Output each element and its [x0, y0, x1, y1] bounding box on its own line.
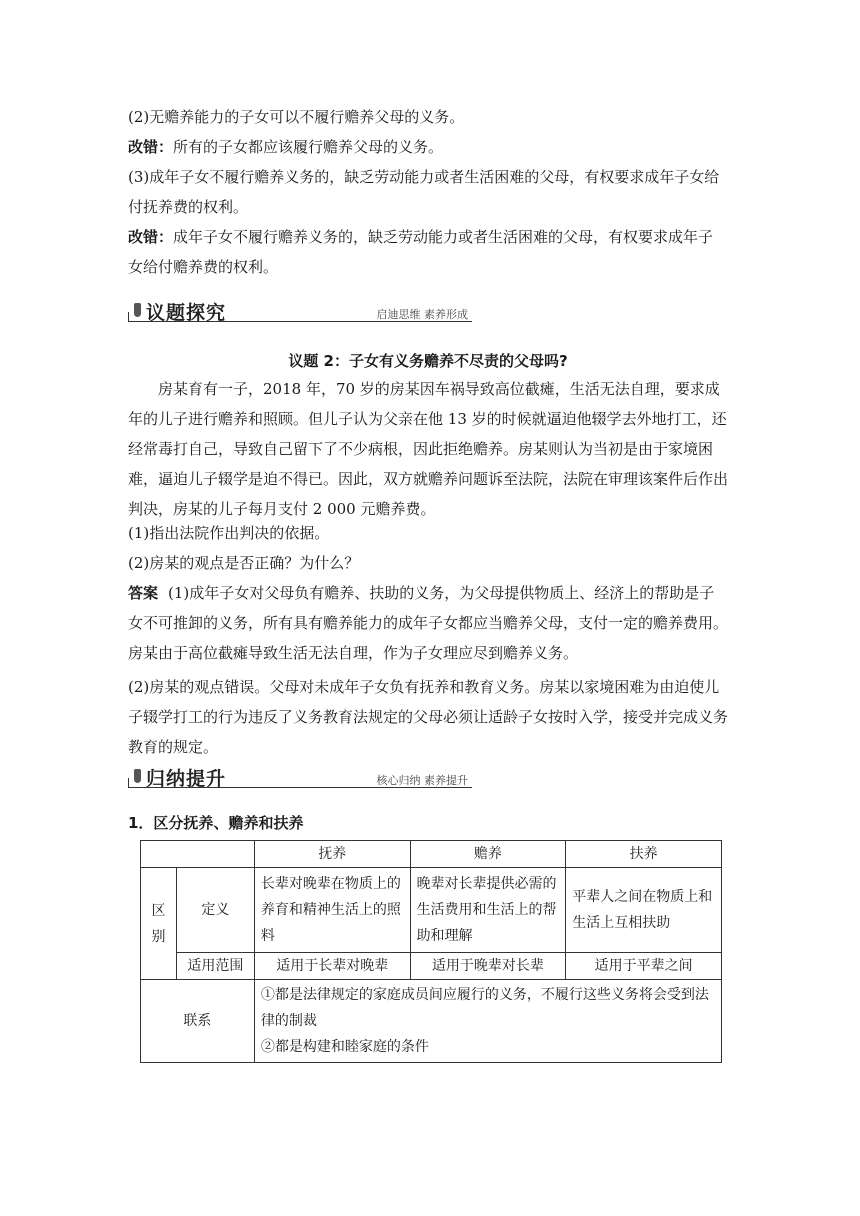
table-row	[141, 868, 722, 953]
correction-fix-2	[128, 132, 728, 162]
link-point-2: ②都是构建和睦家庭的条件	[260, 1039, 429, 1055]
fix-label: 改错：	[128, 228, 174, 246]
link-point-1: ①都是法律规定的家庭成员间应履行的义务，不履行这些义务将会受到法律的制裁	[260, 987, 709, 1029]
section-title: 归纳提升	[146, 768, 227, 790]
table-row	[141, 953, 722, 980]
comparison-table	[140, 840, 722, 1063]
table-header-row	[141, 841, 722, 868]
scope-shanyang: 适用于晚辈对长辈	[410, 953, 566, 980]
header-shanyang: 赡养	[410, 841, 566, 868]
header-fuyang2: 扶养	[566, 841, 722, 868]
scope-fuyang2: 适用于平辈之间	[566, 953, 722, 980]
scope-fuyang: 适用于长辈对晚辈	[254, 953, 410, 980]
fix-label: 改错：	[128, 138, 174, 156]
question-1: (1)指出法院作出判决的依据。	[128, 524, 330, 542]
correction-item-2: (2)无赡养能力的子女可以不履行赡养父母的义务。	[128, 108, 465, 126]
topic-title: 议题 2：子女有义务赡养不尽责的父母吗?	[288, 352, 568, 370]
section-title: 议题探究	[146, 302, 227, 324]
pencil-marker-icon	[134, 303, 141, 317]
def-fuyang2: 平辈人之间在物质上和生活上互相扶助	[566, 868, 722, 953]
header-fuyang: 抚养	[254, 841, 410, 868]
question-2: (2)房某的观点是否正确？为什么？	[128, 554, 360, 572]
section-subtitle: 核心归纳 素养提升	[376, 774, 468, 787]
fix-text: 成年子女不履行赡养义务的，缺乏劳动能力或者生活困难的父母，有权要求成年子女给付赡养费的权利。	[128, 228, 714, 276]
link-cell	[254, 980, 721, 1063]
def-fuyang: 长辈对晚辈在物质上的养育和精神生活上的照料	[254, 868, 410, 953]
section-subtitle: 启迪思维 素养形成	[376, 308, 468, 321]
pencil-marker-icon	[134, 769, 141, 783]
fix-text: 所有的子女都应该履行赡养父母的义务。	[173, 138, 444, 156]
table-corner-cell	[141, 841, 255, 868]
correction-fix-3	[128, 222, 728, 282]
row-label-definition: 定义	[176, 868, 254, 953]
answer-label: 答案	[128, 584, 159, 602]
section-header-summary	[128, 764, 472, 790]
answer-1	[128, 578, 728, 668]
answer-text: (1)成年子女对父母负有赡养、扶助的义务，为父母提供物质上、经济上的帮助是子女不可推卸的义务，所有具有赡养能力的成年子女都应当赡养父母，支付一定的赡养费用。房某由于高位截瘫导致生活无法自理，作为子女理应尽到赡养义务。	[128, 584, 729, 662]
row-group-label: 区别	[141, 868, 177, 980]
row-label-link: 联系	[141, 980, 255, 1063]
row-label-scope: 适用范围	[176, 953, 254, 980]
summary-heading: 1．区分抚养、赡养和扶养	[128, 814, 304, 832]
answer-2: (2)房某的观点错误。父母对未成年子女负有抚养和教育义务。房某以家境困难为由迫使儿子辍学打工的行为违反了义务教育法规定的父母必须让适龄子女按时入学，接受并完成义务教育的规定。	[128, 678, 729, 756]
correction-item-3: (3)成年子女不履行赡养义务的，缺乏劳动能力或者生活困难的父母，有权要求成年子女给付抚养费的权利。	[128, 168, 720, 216]
case-paragraph: 房某育有一子，2018 年，70 岁的房某因车祸导致高位截瘫，生活无法自理，要求成年的儿子进行赡养和照顾。但儿子认为父亲在他 13 岁的时候就逼迫他辍学去外地打工，还经常毒打自己，导致自己留下了不少病根，因此拒绝赡养。房某则认为当初是由于家境困难，逼迫儿子辍学是迫不得已。因此，双方就赡养问题诉至法院，法院在审理该案件后作出判决，房某的儿子每月支付 2 000 元赡养费。	[128, 380, 729, 518]
table-row	[141, 980, 722, 1063]
section-header-inquiry	[128, 298, 472, 324]
def-shanyang: 晚辈对长辈提供必需的生活费用和生活上的帮助和理解	[410, 868, 566, 953]
